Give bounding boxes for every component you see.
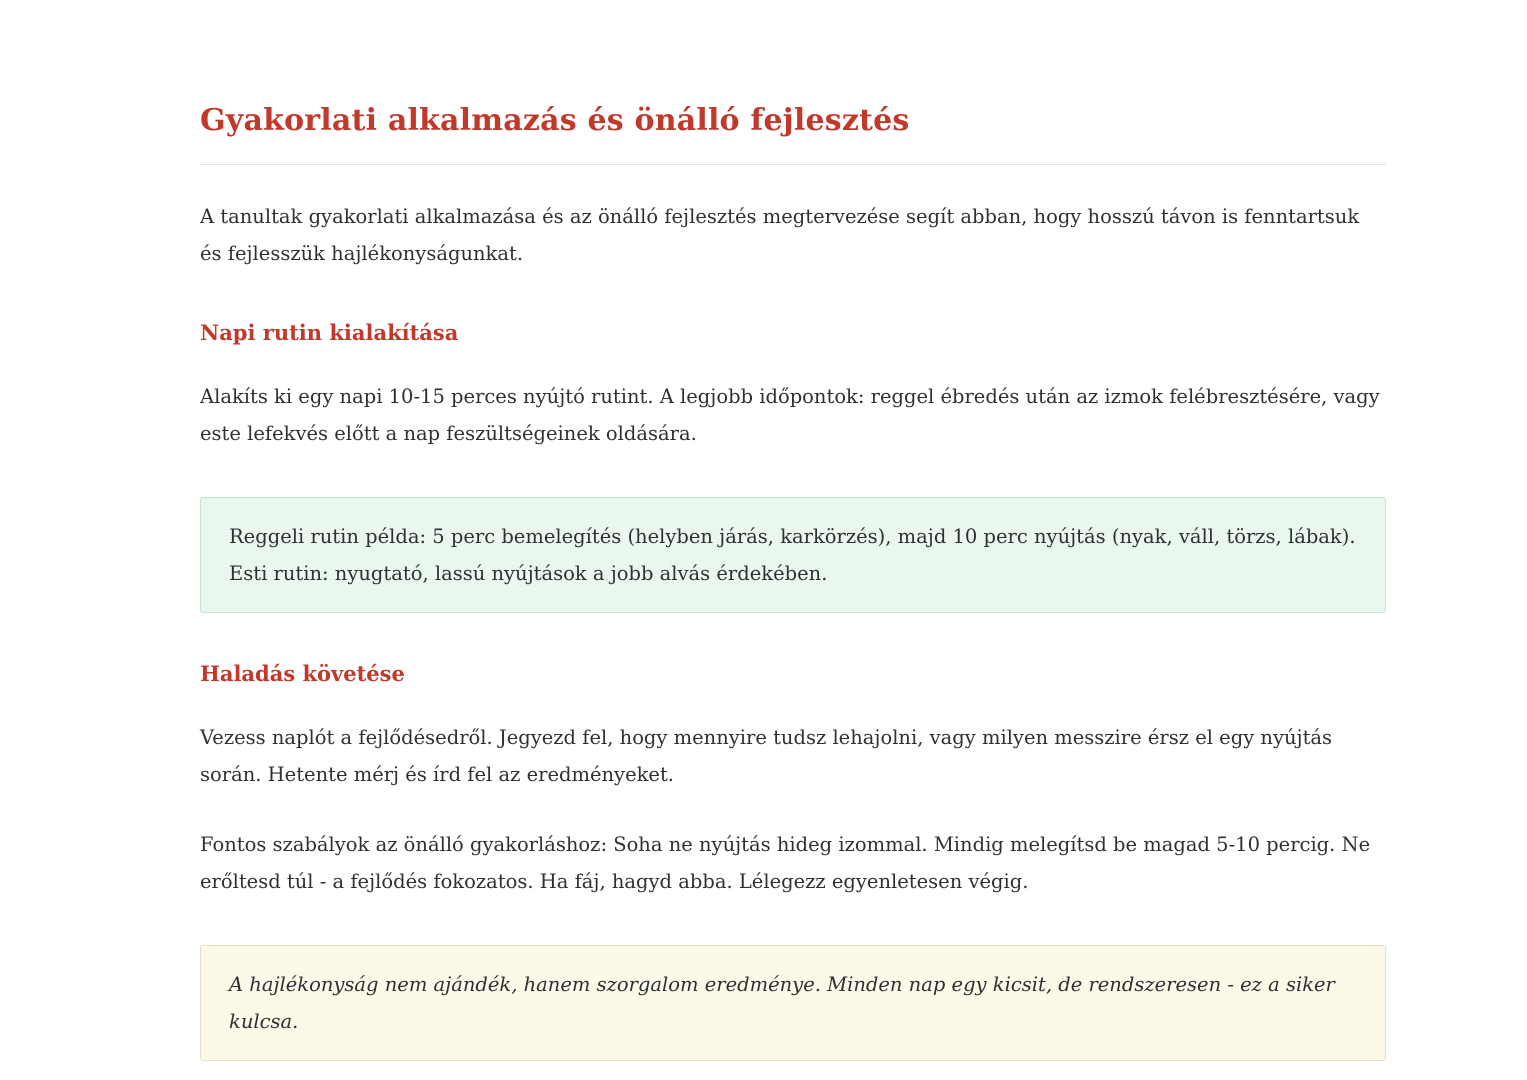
section-progress-tracking — [200, 661, 1386, 1061]
section-paragraph: Fontos szabályok az önálló gyakorláshoz: Soha ne nyújtás hideg izommal. Mindig melegítsd be magad 5-10 percig. Ne erőltesd túl - a fejlődés fokozatos. Ha fáj, hagyd abba. Lélegezz egyenletesen végig. — [200, 833, 1371, 893]
callout-text: A hajlékonyság nem ajándék, hanem szorgalom eredménye. Minden nap egy kicsit, de rendszeresen - ez a siker kulcsa. — [229, 973, 1335, 1033]
section-daily-routine — [200, 320, 1386, 613]
page-title: Gyakorlati alkalmazás és önálló fejlesztés — [200, 103, 1386, 165]
section-paragraph: Alakíts ki egy napi 10-15 perces nyújtó rutint. A legjobb időpontok: reggel ébredés után az izmok felébresztésére, vagy este lefekvés előtt a nap feszültségeinek oldására. — [200, 385, 1380, 445]
callout-text: Reggeli rutin példa: 5 perc bemelegítés (helyben járás, karkörzés), majd 10 perc nyújtás (nyak, váll, törzs, lábak). Esti rutin: nyugtató, lassú nyújtások a jobb alvás érdekében. — [229, 525, 1356, 585]
section-paragraph: Vezess naplót a fejlődésedről. Jegyezd fel, hogy mennyire tudsz lehajolni, vagy milyen messzire érsz el egy nyújtás során. Hetente mérj és írd fel az eredményeket. — [200, 726, 1333, 786]
article-page — [200, 0, 1386, 1061]
intro-paragraph: A tanultak gyakorlati alkalmazása és az önálló fejlesztés megtervezése segít abban, hogy hosszú távon is fenntartsuk és fejlesszük hajlékonyságunkat. — [200, 205, 1360, 265]
section-heading: Napi rutin kialakítása — [200, 320, 459, 345]
green-callout-box — [200, 497, 1386, 613]
section-heading: Haladás követése — [200, 661, 405, 686]
yellow-callout-box — [200, 945, 1386, 1061]
